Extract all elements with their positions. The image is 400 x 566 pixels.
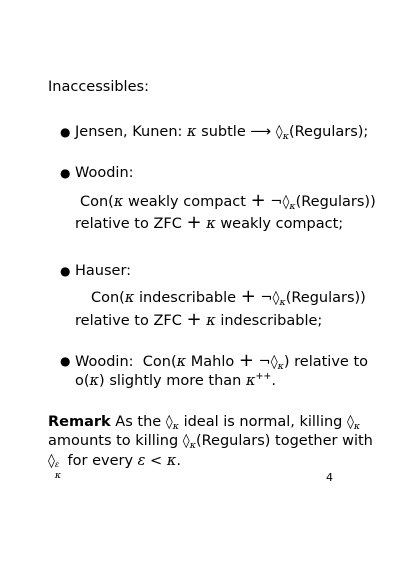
subscript: κ [189, 440, 196, 451]
remark-text: for every [67, 453, 134, 469]
diamond-symbol: ◊ [282, 194, 290, 210]
con-text: Con( [142, 354, 177, 370]
negation-symbol: ¬ [260, 290, 273, 306]
period: . [176, 453, 181, 469]
subscript: κ [277, 361, 284, 372]
hauser-con-line [91, 288, 366, 307]
item-text: (Regulars)) [295, 194, 376, 210]
woodin-relative-line [75, 214, 343, 233]
remark-line-1 [48, 413, 360, 431]
relative-text: relative to ZFC [75, 313, 182, 329]
negation-symbol: ¬ [258, 354, 271, 370]
item-woodin-label: Woodin: [75, 165, 134, 181]
remark-text: As the [115, 414, 162, 430]
item-text: ) slightly more than [99, 373, 242, 389]
epsilon-symbol: ε [137, 453, 146, 469]
plus-symbol: + [186, 212, 202, 233]
remark-text: ideal is normal, killing [183, 414, 343, 430]
remark-line-2 [48, 432, 373, 450]
kappa-symbol: κ [124, 290, 135, 306]
page-number: 4 [326, 471, 333, 484]
con-text: Con( [91, 290, 125, 306]
heading: Inaccessibles: [48, 79, 149, 95]
subscript: κ [172, 421, 179, 432]
subscript: κ [289, 201, 296, 212]
relative-text: relative to ZFC [75, 216, 182, 232]
superscript: ++ [255, 371, 272, 382]
diamond-symbol: ◊ [270, 354, 278, 370]
bullet-1: ● [60, 125, 71, 139]
kappa-symbol: κ [206, 216, 216, 232]
kappa-symbol: κ [245, 373, 256, 389]
woodin-con-line [80, 192, 376, 211]
kappa-symbol: κ [187, 124, 197, 140]
diamond-symbol: ◊ [182, 433, 190, 449]
item-text: weakly compact; [220, 216, 344, 232]
kappa-symbol: κ [166, 453, 177, 469]
bullet-2: ● [60, 166, 71, 180]
hauser-relative-line [75, 311, 322, 330]
kappa-symbol: κ [89, 373, 100, 389]
kappa-symbol: κ [176, 354, 187, 370]
diamond-symbol: ◊ [48, 453, 55, 469]
remark-line-3 [48, 452, 181, 481]
item-text: (Regulars)) [285, 290, 366, 306]
bullet-3: ● [60, 264, 71, 278]
item-text: (Regulars); [288, 124, 369, 140]
item-text: ) [283, 354, 290, 370]
plus-symbol: + [240, 286, 256, 307]
item-jensen-kunen [75, 123, 368, 141]
remark-label: Remark [48, 414, 111, 430]
subscript: κ [279, 297, 286, 308]
diamond-symbol: ◊ [165, 414, 173, 430]
item-label: Jensen, Kunen: [75, 124, 183, 140]
negation-symbol: ¬ [270, 194, 283, 210]
subscript: κ [353, 421, 361, 432]
bullet-4: ● [60, 354, 71, 368]
con-text: Con( [80, 194, 114, 210]
subscript: κ [282, 131, 289, 142]
kappa-symbol: κ [113, 194, 124, 210]
plus-symbol: + [250, 190, 266, 211]
remark-text: amounts to killing [48, 433, 179, 449]
woodin-mahlo-line [75, 352, 368, 371]
o-text: o( [75, 373, 90, 389]
kappa-symbol: κ [206, 313, 216, 329]
arrow-symbol: ⟶ [250, 124, 272, 140]
item-text: indescribable; [220, 313, 323, 329]
less-than-symbol: < [150, 453, 163, 469]
item-label: Woodin: [75, 354, 134, 370]
relative-text: relative to [294, 354, 368, 370]
item-text: indescribable [138, 290, 237, 306]
diamond-symbol: ◊ [275, 124, 283, 140]
diamond-symbol: ◊ [346, 414, 354, 430]
item-text: subtle [201, 124, 246, 140]
plus-symbol: + [238, 350, 254, 371]
item-text: Mahlo [190, 354, 235, 370]
item-hauser-label: Hauser: [75, 263, 132, 279]
diamond-symbol: ◊ [272, 290, 280, 306]
subscript: κ [54, 470, 62, 481]
item-text: weakly compact [127, 194, 246, 210]
period: . [271, 373, 276, 389]
superscript: ε [54, 460, 60, 469]
plus-symbol: + [186, 309, 202, 330]
woodin-o-line [75, 372, 276, 390]
remark-text: (Regulars) together with [195, 433, 373, 449]
